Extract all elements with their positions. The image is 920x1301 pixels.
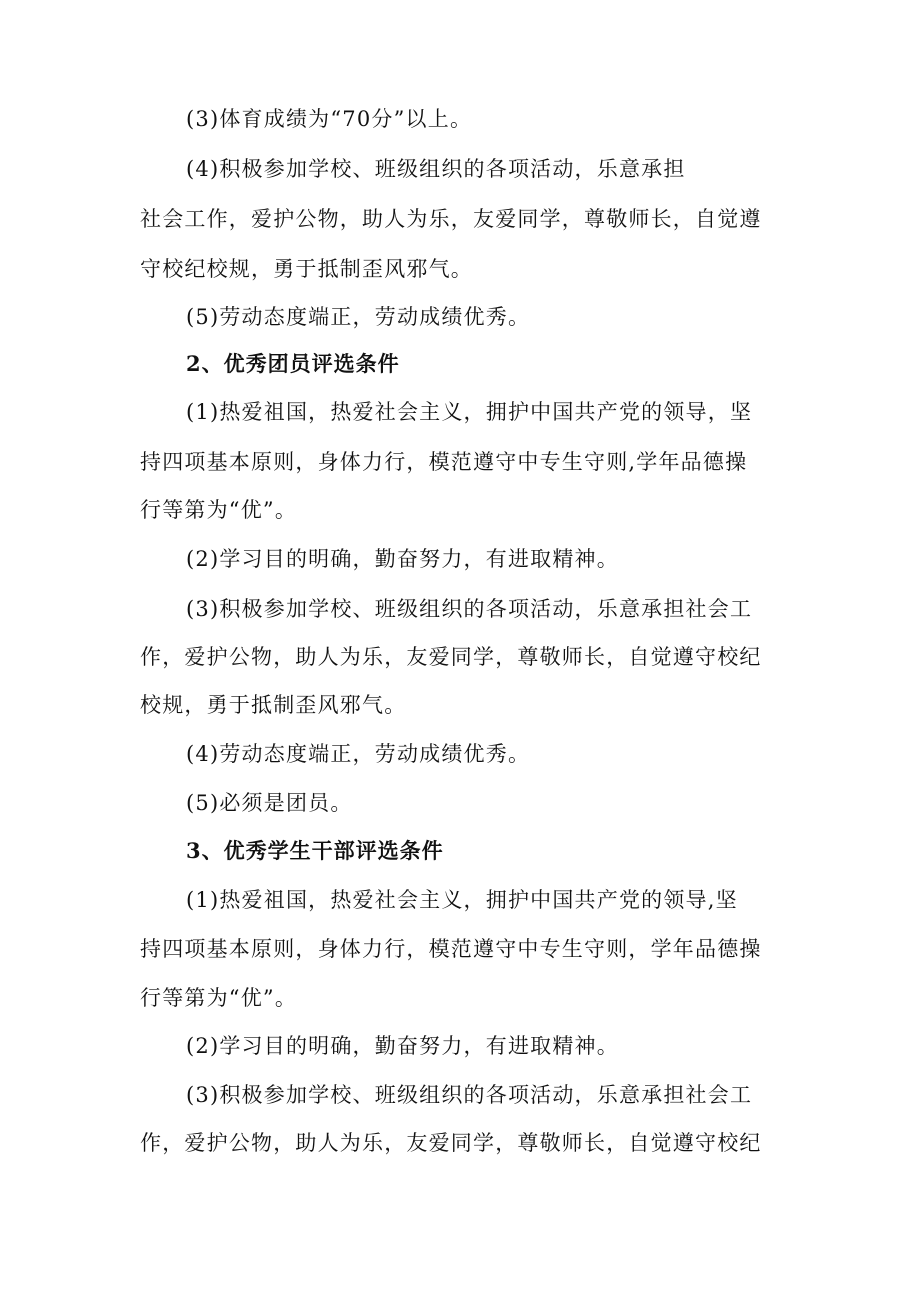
paragraph-line: (2)学习目的明确，勤奋努力，有进取精神。 xyxy=(186,547,619,571)
paragraph-line: 校规，勇于抵制歪风邪气。 xyxy=(140,693,407,717)
paragraph-line: 作，爱护公物，助人为乐，友爱同学，尊敬师长，自觉遵守校纪 xyxy=(140,645,762,669)
paragraph-line: (1)热爱祖国，热爱社会主义，拥护中国共产党的领导,坚 xyxy=(186,888,738,912)
paragraph-line: 守校纪校规，勇于抵制歪风邪气。 xyxy=(140,257,473,281)
paragraph-line: 作，爱护公物，助人为乐，友爱同学，尊敬师长，自觉遵守校纪 xyxy=(140,1131,762,1155)
paragraph-line: 行等第为“优”。 xyxy=(140,986,298,1010)
paragraph-line: (3)积极参加学校、班级组织的各项活动，乐意承担社会工 xyxy=(186,1083,753,1107)
paragraph-line: 行等第为“优”。 xyxy=(140,498,298,522)
paragraph-line: (1)热爱祖国，热爱社会主义，拥护中国共产党的领导，坚 xyxy=(186,400,753,424)
paragraph-line: (3)体育成绩为“70分”以上。 xyxy=(186,107,473,131)
paragraph-line: 持四项基本原则，身体力行，模范遵守中专生守则，学年品德操 xyxy=(140,937,762,961)
paragraph-line: (4)积极参加学校、班级组织的各项活动，乐意承担 xyxy=(186,157,686,181)
paragraph-line: 持四项基本原则，身体力行，模范遵守中专生守则,学年品德操 xyxy=(140,450,748,474)
paragraph-line: 社会工作，爱护公物，助人为乐，友爱同学，尊敬师长，自觉遵 xyxy=(140,207,762,231)
section-heading: 2、优秀团员评选条件 xyxy=(186,351,400,376)
section-heading: 3、优秀学生干部评选条件 xyxy=(186,838,444,863)
paragraph-line: (5)必须是团员。 xyxy=(186,791,353,815)
paragraph-line: (3)积极参加学校、班级组织的各项活动，乐意承担社会工 xyxy=(186,597,753,621)
paragraph-line: (2)学习目的明确，勤奋努力，有进取精神。 xyxy=(186,1034,619,1058)
paragraph-line: (4)劳动态度端正，劳动成绩优秀。 xyxy=(186,742,531,766)
paragraph-line: (5)劳动态度端正，劳动成绩优秀。 xyxy=(186,305,531,329)
